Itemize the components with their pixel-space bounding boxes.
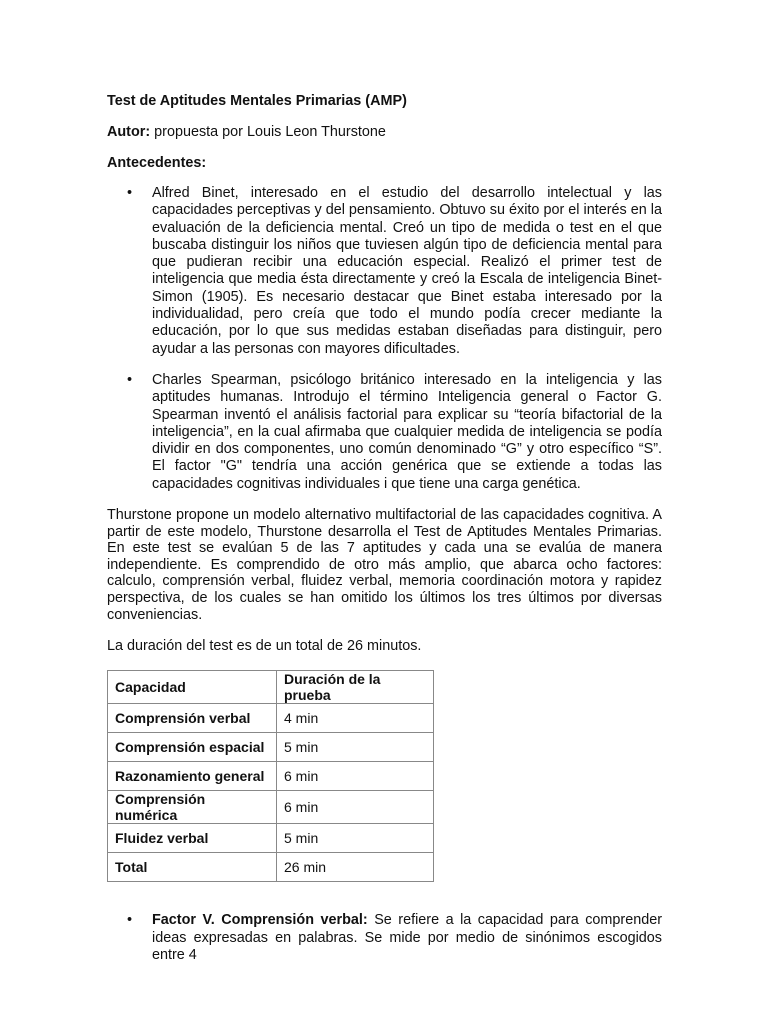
bullet-icon: • (127, 912, 133, 929)
bullet-text: Alfred Binet, interesado en el estudio del desarrollo intelectual y las capacidades perceptivas y del pensamiento. Obtuvo su éxito por el interés en la evaluación de la deficiencia mental. Creó un tipo de medida o test en el que buscaba distinguir los niños que tuviesen algún tipo de deficiencia mental para que pudieran recibir una educación especial. Realizó el primer test de inteligencia que media ésta directamente y creó la Escala de inteligencia Binet-Simon (1905). Es necesario destacar que Binet estaba interesado por la individualidad, pero creía que todo el mundo podía crecer mediante la educación, por lo que sus medidas estaban diseñadas para distinguir, pero ayudar a las personas con mayores dificultades. (152, 185, 662, 357)
table-header-row (108, 671, 434, 704)
factor-list (107, 912, 662, 964)
table-cell: Total (108, 853, 277, 882)
table-cell: Comprensión numérica (108, 791, 277, 824)
table-cell: Razonamiento general (108, 762, 277, 791)
bullet-icon: • (127, 185, 133, 201)
table-cell: 6 min (277, 791, 434, 824)
table-cell: 26 min (277, 853, 434, 882)
table-row (108, 733, 434, 762)
bullet-icon: • (127, 371, 133, 388)
list-item-factor-v (107, 912, 662, 964)
duration-sentence: La duración del test es de un total de 26 minutos. (107, 638, 422, 655)
table-row (108, 704, 434, 733)
author-value: propuesta por Louis Leon Thurstone (150, 124, 386, 140)
table-cell: Comprensión espacial (108, 733, 277, 762)
table-row (108, 762, 434, 791)
table-row (108, 853, 434, 882)
list-item-spearman (107, 372, 662, 493)
document-page (107, 92, 662, 964)
factor-v-label: Factor V. Comprensión verbal: (152, 912, 368, 929)
table-row (108, 791, 434, 824)
bullet-text: Charles Spearman, psicólogo británico interesado en la inteligencia y las aptitudes humanas. Introdujo el término Inteligencia general o Factor G. Spearman inventó el análisis factorial para explicar su “teoría bifactorial de la inteligencia”, en la cual afirmaba que cualquier medida de inteligencia se podía dividir en dos componentes, uno común denominado “G” y otro específico “S”. El factor "G" tendría una acción genérica que se extiende a todas las capacidades cognitivas individuales i que tiene una carga genética. (152, 371, 662, 492)
author-line (107, 123, 662, 142)
table-header-cell: Capacidad (108, 671, 277, 704)
table-cell: Comprensión verbal (108, 704, 277, 733)
table-row (108, 824, 434, 853)
thurstone-paragraph: Thurstone propone un modelo alternativo multifactorial de las capacidades cognitiva. A partir de este modelo, Thurstone desarrolla el Test de Aptitudes Mentales Primarias. En este test se evalúan 5 de las 7 aptitudes y cada una se evalúa de manera independiente. Es comprendido de otro más amplio, que abarca ocho factores: calculo, comprensión verbal, fluidez verbal, memoria coordinación motora y rapidez perspectiva, de los cuales se han omitido los últimos los tres últimos por diversas conveniencias. (107, 507, 662, 623)
duration-table (107, 670, 434, 882)
factor-v-text: Se refiere a la capacidad para comprender ideas expresadas en palabras. Se mide por medio de sinónimos escogidos entre 4 (152, 912, 663, 963)
table-cell: 4 min (277, 704, 434, 733)
document-title: Test de Aptitudes Mentales Primarias (AMP) (107, 93, 407, 109)
antecedentes-list (107, 185, 662, 493)
table-cell: 5 min (277, 824, 434, 853)
table-cell: 5 min (277, 733, 434, 762)
author-label: Autor: (107, 124, 151, 140)
list-item-binet (107, 185, 662, 358)
antecedentes-heading: Antecedentes: (107, 155, 207, 171)
table-header-cell: Duración de la prueba (277, 671, 434, 704)
table-cell: Fluidez verbal (108, 824, 277, 853)
table-cell: 6 min (277, 762, 434, 791)
